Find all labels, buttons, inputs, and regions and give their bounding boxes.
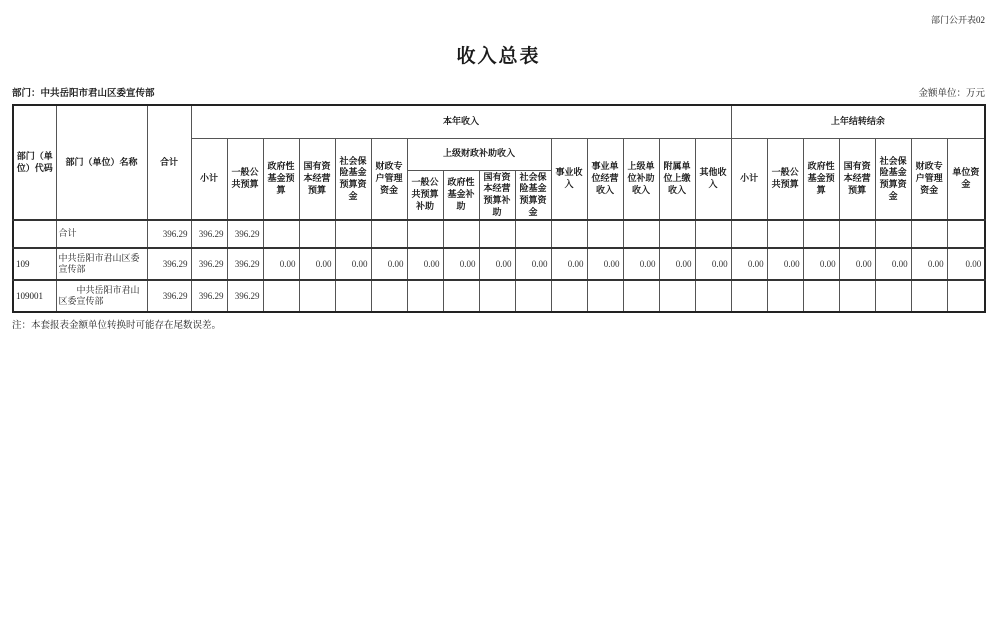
header-cy-superior-subsidy: 上级单位补助收入 — [623, 138, 659, 220]
value-cell — [443, 280, 479, 312]
meta-row — [12, 85, 985, 99]
header-unit-name: 部门（单位）名称 — [56, 105, 147, 220]
value-cell: 0.00 — [911, 248, 947, 280]
value-cell: 0.00 — [731, 248, 767, 280]
value-cell — [443, 220, 479, 248]
value-cell: 0.00 — [695, 248, 731, 280]
code-cell: 109001 — [13, 280, 56, 312]
header-subsidy-general: 一般公共预算补助 — [407, 170, 443, 220]
value-cell — [299, 280, 335, 312]
value-cell — [479, 280, 515, 312]
value-cell — [515, 220, 551, 248]
value-cell — [587, 220, 623, 248]
table-header — [13, 105, 985, 220]
value-cell: 0.00 — [947, 248, 985, 280]
value-cell: 396.29 — [147, 220, 191, 248]
name-cell: 中共岳阳市君山区委宣传部 — [56, 280, 147, 312]
code-cell — [13, 220, 56, 248]
header-cy-state-capital: 国有资本经营预算 — [299, 138, 335, 220]
header-co-general-budget: 一般公共预算 — [767, 138, 803, 220]
value-cell — [839, 220, 875, 248]
header-unit-code: 部门（单位）代码 — [13, 105, 56, 220]
header-co-state-capital: 国有资本经营预算 — [839, 138, 875, 220]
header-cy-govt-fund: 政府性基金预算 — [263, 138, 299, 220]
header-cy-business-income: 事业单位经营收入 — [587, 138, 623, 220]
value-cell: 0.00 — [443, 248, 479, 280]
table-row — [13, 280, 985, 312]
value-cell: 0.00 — [371, 248, 407, 280]
report-page — [12, 0, 985, 331]
header-subsidy-govt-fund: 政府性基金补助 — [443, 170, 479, 220]
value-cell: 0.00 — [335, 248, 371, 280]
value-cell — [803, 220, 839, 248]
value-cell — [479, 220, 515, 248]
value-cell: 0.00 — [875, 248, 911, 280]
value-cell: 396.29 — [227, 248, 263, 280]
header-co-govt-fund: 政府性基金预算 — [803, 138, 839, 220]
doc-label: 部门公开表02 — [930, 15, 985, 25]
value-cell: 396.29 — [227, 220, 263, 248]
value-cell: 0.00 — [767, 248, 803, 280]
value-cell — [551, 280, 587, 312]
value-cell: 396.29 — [191, 220, 227, 248]
value-cell: 0.00 — [299, 248, 335, 280]
table-row — [13, 220, 985, 248]
value-cell — [299, 220, 335, 248]
amount-unit-label: 金额单位：万元 — [918, 89, 985, 99]
value-cell: 0.00 — [839, 248, 875, 280]
value-cell: 0.00 — [263, 248, 299, 280]
header-row-groups — [13, 105, 985, 138]
table-body — [13, 220, 985, 312]
value-cell: 0.00 — [659, 248, 695, 280]
name-cell: 中共岳阳市君山区委宣传部 — [56, 248, 147, 280]
value-cell — [911, 280, 947, 312]
value-cell — [551, 220, 587, 248]
value-cell — [335, 220, 371, 248]
header-subsidy-group: 上级财政补助收入 — [407, 138, 551, 170]
department-label: 部门：中共岳阳市君山区委宣传部 — [12, 89, 155, 99]
value-cell: 0.00 — [515, 248, 551, 280]
value-cell: 0.00 — [623, 248, 659, 280]
value-cell — [947, 280, 985, 312]
value-cell: 0.00 — [587, 248, 623, 280]
name-cell: 合计 — [56, 220, 147, 248]
header-cy-fiscal-account: 财政专户管理资金 — [371, 138, 407, 220]
page-title: 收入总表 — [456, 46, 541, 67]
value-cell — [263, 220, 299, 248]
value-cell — [659, 220, 695, 248]
value-cell — [875, 280, 911, 312]
value-cell — [623, 220, 659, 248]
code-cell: 109 — [13, 248, 56, 280]
footnote: 注：本套报表金额单位转换时可能存在尾数误差。 — [12, 321, 222, 332]
header-co-social-insurance: 社会保险基金预算资金 — [875, 138, 911, 220]
header-cy-operating-income: 事业收入 — [551, 138, 587, 220]
income-summary-table — [12, 104, 986, 313]
value-cell — [695, 280, 731, 312]
header-cy-other-income: 其他收入 — [695, 138, 731, 220]
value-cell — [587, 280, 623, 312]
header-cy-subtotal: 小计 — [191, 138, 227, 220]
header-cy-affiliate-remit: 附属单位上缴收入 — [659, 138, 695, 220]
value-cell — [335, 280, 371, 312]
value-cell — [911, 220, 947, 248]
value-cell — [623, 280, 659, 312]
header-carryover-group: 上年结转结余 — [731, 105, 985, 138]
value-cell: 396.29 — [227, 280, 263, 312]
value-cell: 396.29 — [191, 248, 227, 280]
header-subsidy-social-insurance: 社会保险基金预算资金 — [515, 170, 551, 220]
header-co-subtotal: 小计 — [731, 138, 767, 220]
value-cell — [515, 280, 551, 312]
header-co-fiscal-account: 财政专户管理资金 — [911, 138, 947, 220]
header-co-unit-funds: 单位资金 — [947, 138, 985, 220]
header-current-year-group: 本年收入 — [191, 105, 731, 138]
value-cell: 396.29 — [147, 280, 191, 312]
value-cell — [839, 280, 875, 312]
value-cell — [731, 220, 767, 248]
value-cell — [875, 220, 911, 248]
value-cell — [407, 220, 443, 248]
value-cell: 0.00 — [803, 248, 839, 280]
value-cell — [767, 280, 803, 312]
value-cell — [767, 220, 803, 248]
value-cell — [407, 280, 443, 312]
value-cell — [263, 280, 299, 312]
value-cell — [371, 280, 407, 312]
header-grand-total: 合计 — [147, 105, 191, 220]
value-cell — [731, 280, 767, 312]
value-cell: 0.00 — [551, 248, 587, 280]
value-cell: 0.00 — [407, 248, 443, 280]
header-subsidy-state-capital: 国有资本经营预算补助 — [479, 170, 515, 220]
value-cell: 0.00 — [479, 248, 515, 280]
value-cell — [947, 220, 985, 248]
value-cell: 396.29 — [191, 280, 227, 312]
value-cell: 396.29 — [147, 248, 191, 280]
header-cy-general-budget: 一般公共预算 — [227, 138, 263, 220]
table-row — [13, 248, 985, 280]
value-cell — [803, 280, 839, 312]
value-cell — [371, 220, 407, 248]
value-cell — [659, 280, 695, 312]
header-cy-social-insurance: 社会保险基金预算资金 — [335, 138, 371, 220]
value-cell — [695, 220, 731, 248]
